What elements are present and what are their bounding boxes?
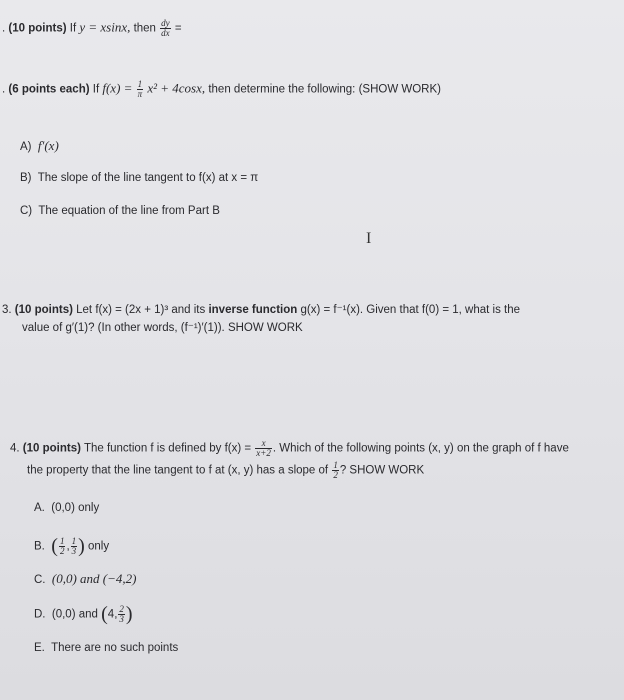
q4-choice-d-frac xyxy=(118,605,125,624)
q3-line1-b: g(x) = f⁻¹(x). Given that f(0) = 1, what is the xyxy=(300,304,521,316)
q3-line2: value of g′(1)? (In other words, (f⁻¹)′(1)). SHOW WORK xyxy=(22,322,303,334)
q1-derivative-fraction xyxy=(160,19,171,38)
q4-choice-d-d: 3 xyxy=(119,614,124,624)
q4-slope-fraction xyxy=(332,461,339,480)
q4-line2-a: the property that the line tangent to f at (x, y) has a slope of xyxy=(27,464,329,477)
q4-choice-c xyxy=(34,571,136,588)
q4-choice-b-close-paren: ) xyxy=(78,535,85,557)
q1-equals: = xyxy=(174,22,182,35)
q4-points: (10 points) xyxy=(22,442,81,455)
q4-choice-b-text: only xyxy=(88,540,110,553)
q4-choice-e xyxy=(34,641,178,656)
q4-choice-b-d2: 3 xyxy=(71,546,77,556)
q1-frac-den: dx xyxy=(161,28,170,38)
q1-if: If xyxy=(69,22,77,35)
q2-part-b-label: B) xyxy=(20,172,32,184)
question-4-line-2 xyxy=(27,461,424,480)
question-1 xyxy=(2,19,182,38)
q4-choice-a-text: (0,0) only xyxy=(51,502,100,514)
q4-choice-a xyxy=(34,501,99,516)
q4-choice-b-frac-2 xyxy=(71,537,78,556)
q4-choice-b-label: B. xyxy=(34,540,45,553)
q4-slope-den: 2 xyxy=(333,470,338,480)
q4-choice-e-label: E. xyxy=(34,642,45,654)
question-2 xyxy=(2,80,441,99)
q1-equation: y = xsinx, xyxy=(79,19,131,35)
q2-part-c-label: C) xyxy=(20,205,33,217)
q4-choice-b-n1: 1 xyxy=(59,536,65,546)
q2-part-c-text: The equation of the line from Part B xyxy=(38,205,220,217)
q2-tail: then determine the following: (SHOW WORK) xyxy=(208,83,441,96)
q2-part-a-label: A) xyxy=(20,141,32,153)
q2-coefficient-fraction xyxy=(137,80,144,99)
q4-choice-b-d1: 2 xyxy=(59,546,65,556)
q2-frac-den: π xyxy=(137,89,143,99)
q1-frac-num: dy xyxy=(161,18,170,28)
q4-line1-b: . Which of the following points (x, y) on the graph of f have xyxy=(272,442,569,455)
q4-function-fraction xyxy=(255,439,272,458)
q1-then: then xyxy=(133,22,156,35)
q4-frac-num: x xyxy=(255,439,272,449)
text-cursor-icon: I xyxy=(366,230,372,247)
q2-if: If xyxy=(92,83,100,96)
q2-lhs: f(x) = xyxy=(102,80,133,96)
q2-part-b-text: The slope of the line tangent to f(x) at x = π xyxy=(37,172,259,184)
q4-line2-b: ? SHOW WORK xyxy=(339,464,425,477)
q1-bullet: . xyxy=(2,22,6,35)
q4-choice-d-x: 4, xyxy=(107,608,118,621)
q4-choice-c-text: (0,0) and (−4,2) xyxy=(51,571,137,586)
q2-bullet: . xyxy=(2,83,6,96)
q4-choice-d xyxy=(34,605,133,624)
q4-choice-b xyxy=(34,537,109,556)
q2-part-a-text: f′(x) xyxy=(37,138,59,153)
q4-choice-b-n2: 1 xyxy=(71,536,77,546)
q1-points: (10 points) xyxy=(8,22,67,35)
q4-choice-b-open-paren: ( xyxy=(51,535,58,557)
q3-inverse-label: inverse function xyxy=(208,304,298,316)
q4-choice-e-text: There are no such points xyxy=(51,642,179,654)
q3-line1-a: Let f(x) = (2x + 1)³ and its xyxy=(76,304,206,316)
question-4-line-1 xyxy=(10,439,569,458)
q4-number: 4. xyxy=(10,442,20,455)
q2-rhs: x² + 4cosx, xyxy=(147,80,206,96)
q4-choice-d-label: D. xyxy=(34,608,46,621)
q4-choice-d-close-paren: ) xyxy=(125,603,133,625)
q4-choice-d-open-paren: ( xyxy=(101,603,108,625)
q4-choice-d-n: 2 xyxy=(119,604,124,614)
q2-part-b xyxy=(20,171,258,186)
q2-frac-num: 1 xyxy=(137,79,143,89)
q4-choice-c-label: C. xyxy=(34,574,46,586)
q4-choice-b-comma: , xyxy=(66,540,70,553)
question-3-line-2 xyxy=(22,321,303,336)
q4-line1-a: The function f is defined by f(x) = xyxy=(83,442,252,455)
q4-frac-den: x+2 xyxy=(256,448,271,458)
question-3-line-1 xyxy=(2,303,520,318)
q3-number: 3. xyxy=(2,304,12,316)
q3-points: (10 points) xyxy=(14,304,73,316)
q4-choice-a-label: A. xyxy=(34,502,45,514)
q2-part-a xyxy=(20,138,59,155)
q2-points: (6 points each) xyxy=(8,83,90,96)
q4-choice-b-frac-1 xyxy=(59,537,66,556)
q4-slope-num: 1 xyxy=(333,460,338,470)
q2-part-c xyxy=(20,204,220,219)
q4-choice-d-text: (0,0) and xyxy=(51,608,98,621)
